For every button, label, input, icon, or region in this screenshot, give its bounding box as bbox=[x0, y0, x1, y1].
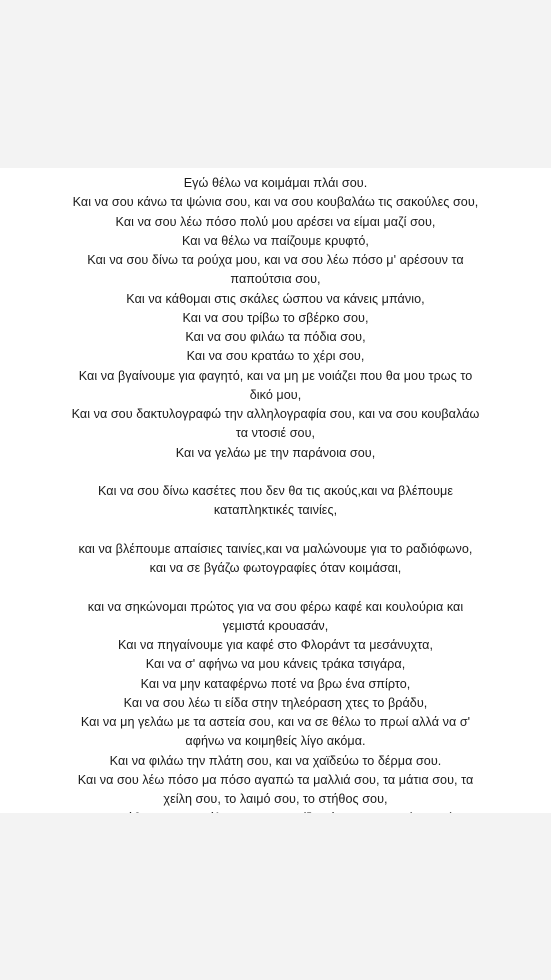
poem-line: Και να σου κάνω τα ψώνια σου, και να σου κουβαλάω τις σακούλες σου, bbox=[72, 195, 479, 210]
poem-line: δικό μου, bbox=[249, 387, 302, 402]
poem-line: Και να γελάω με την παράνοια σου, bbox=[175, 445, 376, 460]
poem-line: Και να σου λέω τι είδα στην τηλεόραση χτες το βράδυ, bbox=[123, 695, 428, 710]
poem-line: παπούτσια σου, bbox=[230, 272, 321, 287]
poem-line: χείλη σου, το λαιμό σου, το στήθος σου, bbox=[163, 792, 388, 806]
poem-line: Και να σου φιλάω τα πόδια σου, bbox=[185, 330, 366, 344]
poem-line: γεμιστά κρουασάν, bbox=[222, 618, 329, 633]
poem-text bbox=[22, 174, 529, 867]
text-card bbox=[0, 168, 551, 813]
poem-line: Και να σ' αφήνω να μου κάνεις τράκα τσιγάρα, bbox=[145, 657, 406, 672]
poem-line: Και να σου δακτυλογραφώ την αλληλογραφία σου, και να σου κουβαλάω bbox=[71, 407, 480, 421]
poem-line: Και να φιλάω την πλάτη σου, και να χαϊδεύω το δέρμα σου. bbox=[109, 753, 442, 768]
stanza-gap bbox=[22, 521, 529, 540]
poem-line: Και να κάθομαι στις σκάλες ώσπου να κάνεις μπάνιο, bbox=[126, 291, 425, 306]
poem-line: καταπληκτικές ταινίες, bbox=[213, 503, 338, 518]
poem-line: Και να μη γελάω με τα αστεία σου, και να σε θέλω το πρωί αλλά να σ' bbox=[80, 715, 471, 729]
poem-line: και να βλέπουμε απαίσιες ταινίες,και να μαλώνουμε για το ραδιόφωνο, bbox=[78, 541, 473, 556]
poem-line: Και να σου δίνω τα ρούχα μου, και να σου λέω πόσο μ' αρέσουν τα bbox=[87, 253, 464, 267]
poem-line: Και να μην καταφέρνω ποτέ να βρω ένα σπίρτο, bbox=[140, 676, 411, 691]
poem-line: Εγώ θέλω να κοιμάμαι πλάι σου. bbox=[183, 176, 368, 190]
poem-line: Και να σου δίνω κασέτες που δεν θα τις ακούς,και να βλέπουμε bbox=[97, 484, 454, 498]
poem-line: Και να θέλω να παίζουμε κρυφτό, bbox=[182, 233, 369, 248]
poem-line: και να σηκώνομαι πρώτος για να σου φέρω καφέ και κουλούρια και bbox=[87, 599, 464, 614]
top-margin bbox=[0, 0, 551, 168]
poem-line: αφήνω να κοιμηθείς λίγο ακόμα. bbox=[185, 734, 366, 749]
poem-line: Και να σου τρίβω το σβέρκο σου, bbox=[182, 310, 369, 325]
poem-line: Και να πηγαίνουμε για καφέ στο Φλοράντ τα μεσάνυχτα, bbox=[117, 638, 434, 652]
poem-line: Και να σου λέω πόσο πολύ μου αρέσει να είμαι μαζί σου, bbox=[115, 214, 436, 229]
poem-line: Και να βγαίνουμε για φαγητό, και να μη με νοιάζει που θα μου τρως το bbox=[78, 368, 473, 383]
poem-line: και να σε βγάζω φωτογραφίες όταν κοιμάσαι, bbox=[149, 561, 402, 575]
bottom-margin bbox=[0, 813, 551, 980]
poem-line: Και να σου λέω πόσο μα πόσο αγαπώ τα μαλλιά σου, τα μάτια σου, τα bbox=[77, 772, 474, 787]
poem-line: Και να σου κρατάω το χέρι σου, bbox=[186, 349, 365, 364]
stanza-gap bbox=[22, 463, 529, 482]
stanza-gap bbox=[22, 578, 529, 597]
poem-line: τα ντοσιέ σου, bbox=[235, 426, 316, 441]
